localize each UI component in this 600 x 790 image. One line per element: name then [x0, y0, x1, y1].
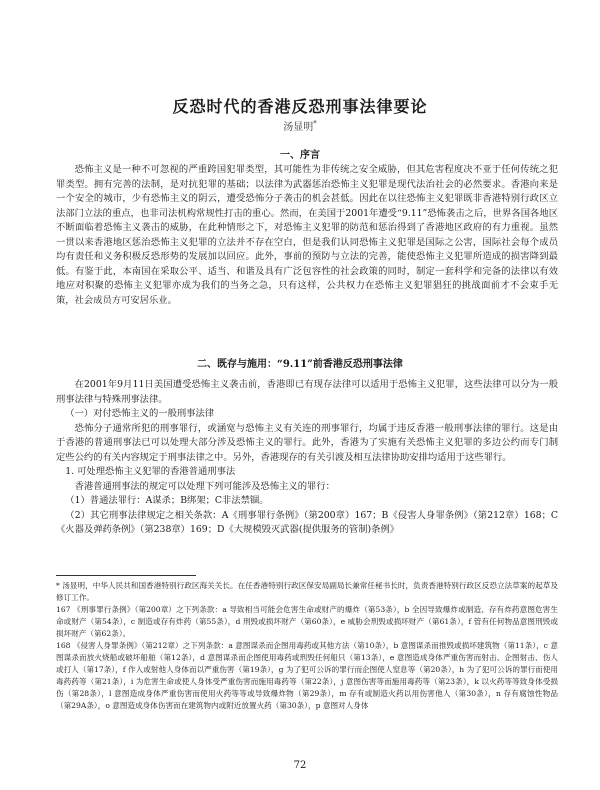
section-two-intro: 在2001年9月11日美国遭受恐怖主义袭击前，香港即已有现存法律可以适用于恐怖主义犯罪，这些法律可以分为一般刑事法律与特殊刑事法律。	[56, 379, 558, 405]
list-item-other-statutes: （2）其它刑事法律规定之相关条款：A《刑事罪行条例》（第200章）167；B《侵害人身罪条例》（第212章）168；C《火器及弹药条例》（第238章）169；D《大规模毁灭武器(提供服务的管制)条例》	[56, 509, 558, 535]
section-heading-preface: 一、序言	[280, 150, 320, 161]
general-criminal-law-paragraph: 恐怖分子通常所犯的刑事罪行，或涵宽与恐怖主义有关连的刑事罪行，均属于违反香港一般刑事法律的罪行。这是由于香港的普通刑事法已可以处理大部分涉及恐怖主义的罪行。此外，香港为了实施有关恐怖主义犯罪的多边公约而专门制定些公约的有关内容规定于刑事法律之中。另外，香港现存的有关引渡及相互法律协助安排均适用于这些罪行。	[56, 422, 558, 463]
section-heading-pre-911-law: 二、既存与施用：“9.11”前香港反恐刑事法律	[197, 359, 403, 370]
subheading-ordinary-criminal-law: 1. 可处理恐怖主义犯罪的香港普通刑事法	[65, 466, 236, 477]
paper-title: 反恐时代的香港反恐刑事法律要论	[172, 97, 428, 116]
preface-text: 恐怖主义是一种不可忽视的严重跨国犯罪类型，其可能性为非传统之安全威胁，但其危害程度决不亚于任何传统之犯罪类型。拥有完善的法制，是对抗犯罪的基础；以法律为武器惩治恐怖主义犯罪是现代法治社会的必然要求。香港向来是一个安全的城市，少有恐怖主义的阴云，遭受恐怖分子袭击的机会甚低。因此在以往恐怖主义犯罪既非香港特别行政区立法部门立法的重点，也非司法机构常规性打击的重心。然而，在美国于2001年遭受“9.11”恐怖袭击之后，世界各国各地区不断面临着恐怖主义袭击的威胁，在此种情形之下，对恐怖主义犯罪的防范和惩治得到了香港地区政府的有力重视。虽然一贯以来香港地区惩治恐怖主义犯罪的立法并不存在空白，但是我们认同恐怖主义犯罪是国际之公害，国际社会每个成员均有责任和义务积极反恐形势的发展加以回应。此外，事前的预防与立法的完善，能使恐怖主义犯罪所造成的损害降到最低。有鉴于此，本南国在采取公平、适当、和谐及具有广泛包容性的社会政策的同时，制定一套科学和完备的法律以有效地应对积聚的恐怖主义犯罪亦成为我们的当务之急，只有这样，公共权力在恐怖主义犯罪猖狂的挑战面前才不会束手无策，社会成员方可安居乐业。	[56, 164, 558, 306]
section-two-body	[56, 378, 558, 538]
footnotes	[56, 580, 558, 712]
author-footnote-mark: *	[313, 119, 317, 128]
author-line	[0, 118, 600, 133]
footnote-divider	[56, 575, 196, 576]
author-name: 汤显明	[283, 122, 314, 133]
footnote-167: 167 《刑事罪行条例》（第200章）之下列条款：a 导致相当可能会危害生命或财产的爆炸（第53条），b 全因导致爆炸或制造、存有炸药意图危害生命或财产（第54条），c 制造或存有炸药（第55条），d 刑毁或损坏财产（第60条），e 威胁会刑毁或损坏财产（第61条），f 管有任何物品意图刑毁或损坏财产（第62条）。	[56, 605, 558, 638]
subheading-general-criminal-law: （一）对付恐怖主义的一般刑事法律	[65, 408, 215, 419]
footnote-168: 168 《侵害人身罪条例》（第212章）之下列条款：a 意图谋杀而企图用毒药或其他方法（第10条），b 意图谋杀而推毁或损坏建筑物（第11条），c 意图谋杀而放火烧船或破坏船舶（第12条），d 意图谋杀而企图使用毒药或刑毁任何船只（第13条），e 意图造成身体严重伤害而射击、企图射击、伤人或打人（第17条），f 作入或射他人身体而以严重伤害（第19条），g 为了犯可公诉的罪行而企图使人窒息等（第20条），h 为了犯可公诉的罪行而使用毒药药等（第21条），i 为危害生命或使人身体受严重伤害而施用毒药等（第22条），j 意图伤害等而施用毒药等（第23条），k 以火药等等致身体受损伤（第28条），l 意图造成身体严重伤害而使用火药等等或导致爆炸物（第29条），m 存有或制造火药以用伤害他人（第30条），n 存有腐蚀性物品（第29A条），o 意图造成身体伤害而在建筑物内或附近放置火药（第30条），p 意图对人身体	[56, 641, 558, 710]
preface-paragraph	[56, 163, 558, 308]
page-number: 72	[293, 760, 307, 771]
list-item-common-law-offences: （1）普通法罪行：A谋杀；B绑架；C非法禁锢。	[65, 495, 269, 506]
footnote-author: * 汤显明，中华人民共和国香港特别行政区海关关长。在任香港特别行政区保安局副局长兼常任秘书长时，负责香港特别行政区反恐立法草案的起草及修订工作。	[56, 581, 558, 602]
ordinary-criminal-law-lead: 香港普通刑事法的规定可以处理下列可能涉及恐怖主义的罪行：	[74, 480, 335, 492]
